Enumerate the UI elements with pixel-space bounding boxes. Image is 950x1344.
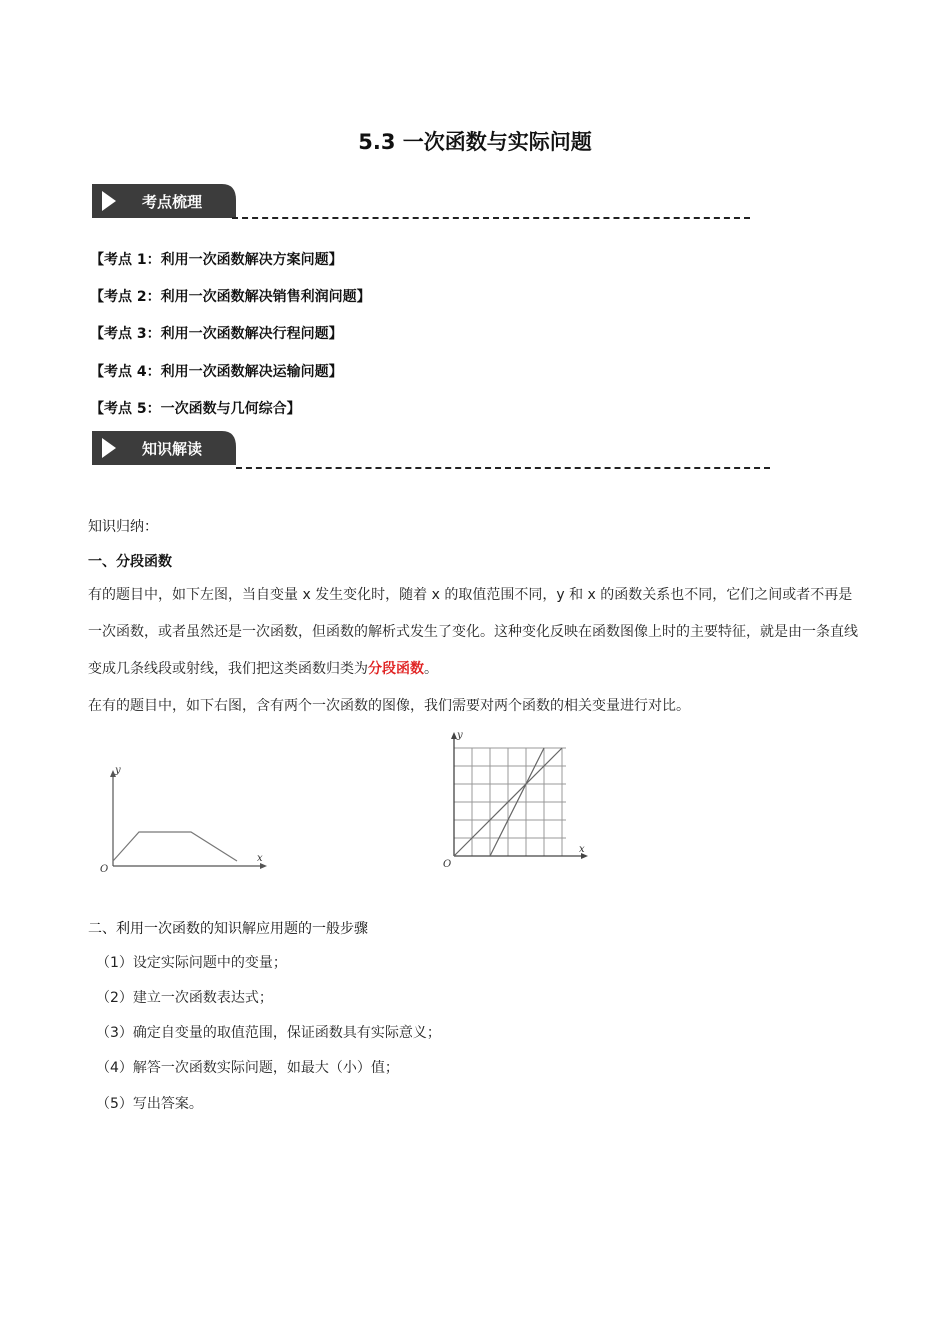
kaodian-banner [90,180,240,220]
kaodian-item-1: 【考点 1：利用一次函数解决方案问题】 [90,252,343,268]
page-title: 5.3 一次函数与实际问题 [358,130,592,154]
highlight-term: 分段函数 [368,661,424,677]
zhishi-banner-label: 知识解读 [141,440,203,458]
y-axis-label: y [115,765,121,776]
kaodian-item-5: 【考点 5：一次函数与几何综合】 [90,401,301,417]
step-3: （3）确定自变量的取值范围，保证函数具有实际意义； [96,1025,441,1041]
paragraph-1-text: 有的题目中，如下左图，当自变量 x 发生变化时，随着 x 的取值范围不同，y 和 x 的函数关系也不同，它们之间或者不再是一次函数，或者虽然还是一次函数，但函数的解析式发生了变化。这种变化反映在函数图像上时的主要特征，就是由一条直线变成几条线段或射线，我们把这类函数归类为 [88,587,858,677]
step-4: （4）解答一次函数实际问题，如最大（小）值； [96,1060,399,1076]
kaodian-item-3: 【考点 3：利用一次函数解决行程问题】 [90,326,343,342]
knowledge-intro: 知识归纳： [88,519,158,535]
origin-label: O [443,859,452,870]
kaodian-banner-graphic [90,180,240,220]
two-lines-graph [438,727,598,875]
step-5: （5）写出答案。 [96,1096,203,1112]
divider [236,467,770,469]
section-2-title: 二、利用一次函数的知识解应用题的一般步骤 [88,921,368,937]
section-1-title: 一、分段函数 [88,554,172,570]
kaodian-item-4: 【考点 4：利用一次函数解决运输问题】 [90,364,343,380]
paragraph-2: 在有的题目中，如下右图，含有两个一次函数的图像，我们需要对两个函数的相关变量进行对比。 [88,698,690,714]
step-1: （1）设定实际问题中的变量； [96,955,287,971]
paragraph-1 [88,577,863,725]
y-axis-label: y [457,730,463,741]
zhishi-banner-graphic [90,427,240,467]
step-2: （2）建立一次函数表达式； [96,990,273,1006]
x-axis-label: x [579,844,585,855]
kaodian-item-2: 【考点 2：利用一次函数解决销售利润问题】 [90,289,371,305]
piecewise-graph [95,760,275,880]
x-axis-label: x [257,853,263,864]
origin-label: O [100,864,109,875]
divider [232,217,750,219]
paragraph-1-end: 。 [424,661,438,677]
zhishi-banner [90,427,240,467]
kaodian-banner-label: 考点梳理 [141,193,203,211]
